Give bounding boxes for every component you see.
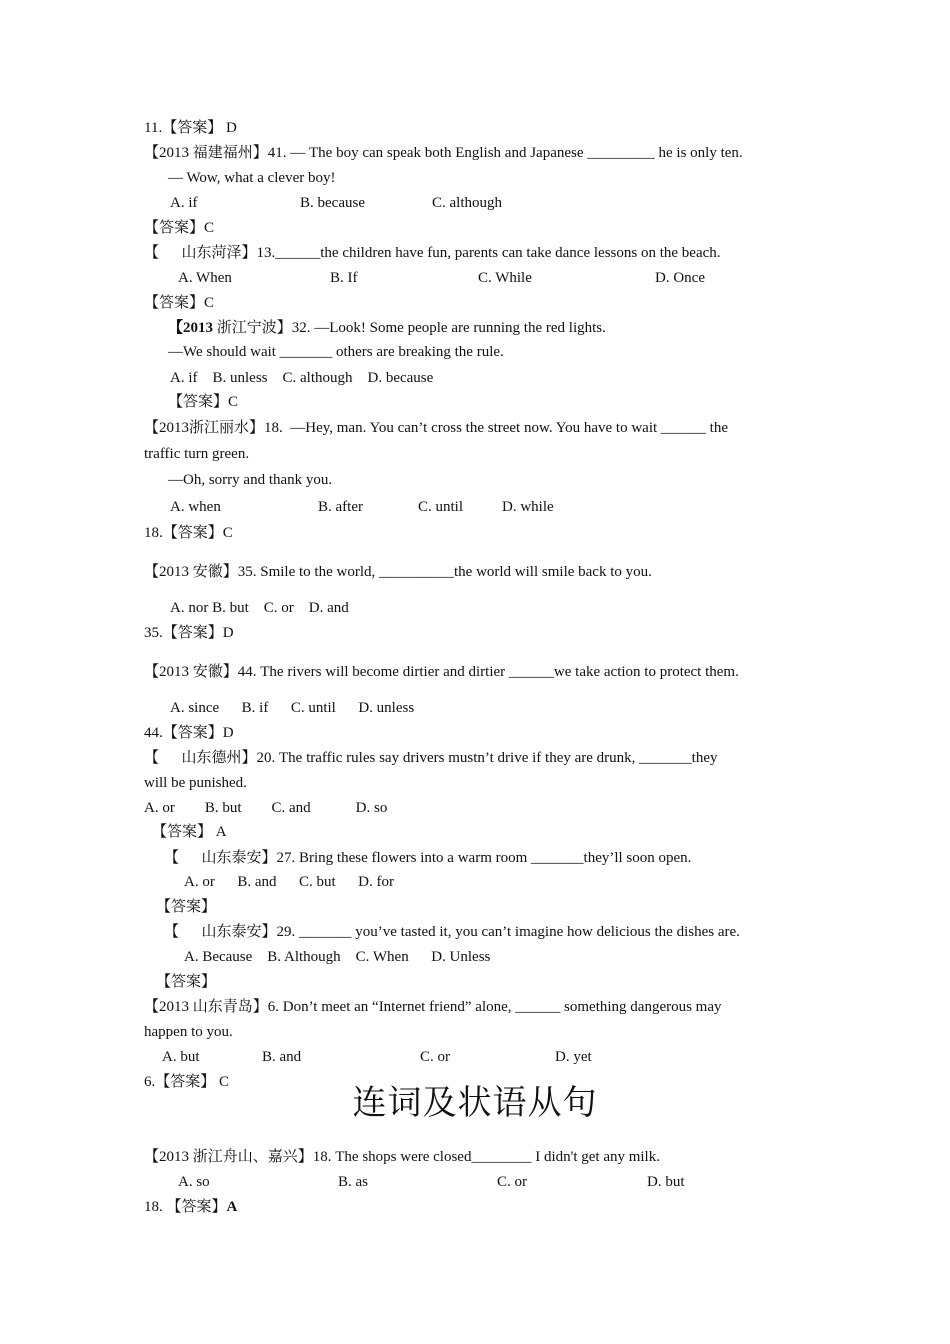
answer-label: 18. 【答案】 — [144, 1199, 227, 1215]
option: D. Once — [655, 270, 705, 286]
option: C. While — [478, 270, 532, 286]
question-27-options: A. or B. and C. but D. for — [184, 874, 394, 890]
answer: 【答案】C — [144, 220, 215, 236]
answer: 44.【答案】D — [144, 725, 234, 741]
option: B. after — [318, 499, 363, 515]
source-year: 【2013 — [168, 320, 214, 336]
question-29-options: A. Because B. Although C. When D. Unless — [184, 949, 491, 965]
question-32-text: 浙江宁波】32. —Look! Some people are running the red lights. — [213, 320, 606, 336]
question-20-options: A. or B. but C. and D. so — [144, 800, 388, 816]
answer: 35.【答案】D — [144, 625, 234, 641]
question-32-stem — [168, 318, 606, 338]
question-13-stem: 【 山东菏泽】13.______the children have fun, parents can take dance lessons on the beach. — [144, 245, 721, 261]
option: A. when — [170, 499, 221, 515]
option: B. If — [330, 270, 358, 286]
option: A. When — [178, 270, 232, 286]
option: A. if — [170, 195, 198, 211]
question-20-stem: 【 山东德州】20. The traffic rules say drivers mustn’t drive if they are drunk, _______they — [144, 750, 718, 766]
answer: 6.【答案】 C — [144, 1074, 230, 1090]
question-18-reply: —Oh, sorry and thank you. — [168, 472, 333, 488]
option: B. as — [338, 1174, 368, 1190]
question-29-stem: 【 山东泰安】29. _______ you’ve tasted it, you can’t imagine how delicious the dishes are. — [164, 924, 740, 940]
option: D. yet — [555, 1049, 592, 1065]
answer: 18.【答案】C — [144, 525, 233, 541]
answer: 【答案】 — [156, 974, 217, 990]
option: B. and — [262, 1049, 302, 1065]
question-6-stem: 【2013 山东青岛】6. Don’t meet an “Internet friend” alone, ______ something dangerous may — [144, 999, 722, 1015]
option: B. because — [300, 195, 365, 211]
option: D. but — [647, 1174, 685, 1190]
question-44-options: A. since B. if C. until D. unless — [170, 700, 415, 716]
option: C. or — [497, 1174, 527, 1190]
answer-letter: A — [226, 1199, 238, 1215]
question-35-options: A. nor B. but C. or D. and — [170, 600, 349, 616]
question-6-stem-cont: happen to you. — [144, 1024, 233, 1040]
question-32-options: A. if B. unless C. although D. because — [170, 370, 434, 386]
question-18z-stem: 【2013 浙江舟山、嘉兴】18. The shops were closed________ I didn't get any milk. — [144, 1149, 660, 1165]
option: D. while — [502, 499, 554, 515]
question-18-stem-cont: traffic turn green. — [144, 446, 250, 462]
question-44-stem: 【2013 安徽】44. The rivers will become dirtier and dirtier ______we take action to protect them. — [144, 664, 739, 680]
question-18-stem: 【2013浙江丽水】18. —Hey, man. You can’t cross the street now. You have to wait ______ the — [144, 420, 728, 436]
option: A. so — [178, 1174, 210, 1190]
question-35-stem: 【2013 安徽】35. Smile to the world, __________the world will smile back to you. — [144, 564, 652, 580]
option: C. or — [420, 1049, 450, 1065]
option: C. although — [432, 195, 502, 211]
question-27-stem: 【 山东泰安】27. Bring these flowers into a warm room _______they’ll soon open. — [164, 850, 692, 866]
question-32-reply: —We should wait _______ others are breaking the rule. — [168, 344, 504, 360]
answer: 【答案】 — [156, 899, 217, 915]
answer: 【答案】C — [144, 295, 215, 311]
answer: 【答案】C — [168, 394, 239, 410]
question-20-stem-cont: will be punished. — [144, 775, 247, 791]
option: C. until — [418, 499, 464, 515]
option: A. but — [162, 1049, 200, 1065]
answer-11: 11.【答案】 D — [144, 120, 237, 136]
section-title: 连词及状语从句 — [352, 1083, 598, 1123]
question-41-reply: — Wow, what a clever boy! — [168, 170, 336, 186]
answer: 【答案】 A — [152, 824, 227, 840]
question-41-stem: 【2013 福建福州】41. — The boy can speak both English and Japanese _________ he is only ten. — [144, 145, 743, 161]
answer — [144, 1197, 237, 1217]
